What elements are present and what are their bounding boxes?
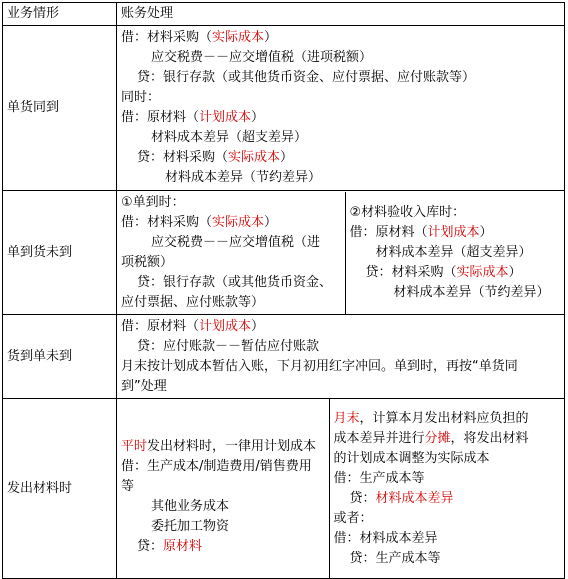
entry-line: 贷：生产成本等	[349, 550, 441, 566]
entry-line: 借：材料采购（实际成本）	[121, 30, 278, 45]
business-case-cell: 单到货未到	[3, 191, 117, 315]
business-case-cell: 货到单未到	[3, 315, 117, 399]
header-accounting-entry: 账务处理	[117, 3, 565, 26]
entry-cell	[117, 315, 565, 399]
entry-line: 借：原材料（计划成本）	[349, 224, 493, 240]
entry-line: 借：原材料（计划成本）	[121, 318, 265, 334]
entry-left	[117, 192, 345, 314]
entry-line: 借：生产成本/制造费用/销售费用	[121, 458, 312, 474]
entry-line: 月末按计划成本暂估入账，下月初用红字冲回。单到时，再按“单货同	[121, 358, 518, 374]
entry-line: 同时：	[121, 90, 161, 105]
entry-line: 贷：材料采购（实际成本）	[137, 150, 294, 165]
split-entry	[117, 399, 564, 578]
entry-line: 月末，计算本月发出材料应负担的	[333, 410, 529, 426]
entry-cell	[117, 191, 565, 315]
accounting-table	[2, 2, 565, 579]
entry-line: 贷：应付账款－－暂估应付账款	[137, 338, 320, 354]
entry-line: 等	[121, 478, 135, 494]
entry-line: 贷：材料采购（实际成本）	[365, 264, 522, 280]
entry-line: 应交税费－－应交增值税（进	[151, 234, 321, 250]
entry-line: 项税额）	[121, 254, 174, 270]
business-case-cell: 发出材料时	[3, 399, 117, 579]
entry-line: 材料成本差异（超支差异）	[151, 130, 308, 145]
entry-line: 借：材料采购（实际成本）	[121, 214, 278, 230]
table-row	[3, 26, 565, 191]
entry-line: 平时发出材料时，一律用计划成本	[121, 438, 317, 454]
entry-line: ①单到时：	[121, 194, 185, 210]
entry-line: 贷：银行存款（或其他货币资金、	[137, 274, 333, 290]
entry-left	[117, 399, 329, 578]
entry-line: 贷：原材料	[137, 538, 203, 554]
entry-line: 应付票据、应付账款等）	[121, 294, 265, 310]
entry-line: 成本差异并进行分摊，将发出材料	[333, 430, 529, 446]
entry-right	[329, 399, 564, 578]
entry-cell	[117, 399, 565, 579]
header-business-case: 业务情形	[3, 3, 117, 26]
split-entry	[117, 192, 564, 314]
entry-line: 或者：	[333, 510, 373, 526]
entry-line: 借：材料成本差异	[333, 530, 438, 546]
business-case-cell: 单货同到	[3, 26, 117, 191]
entry-line: 应交税费－－应交增值税（进项税额）	[151, 50, 373, 65]
entry-line: 材料成本差异（超支差异）	[375, 244, 532, 260]
entry-cell	[117, 26, 565, 191]
entry-line: 借：原材料（计划成本）	[121, 110, 265, 125]
table-row	[3, 315, 565, 399]
table-row	[3, 399, 565, 579]
table-row	[3, 191, 565, 315]
entry-line: 其他业务成本	[151, 498, 230, 514]
entry-line: 委托加工物资	[151, 518, 230, 534]
entry-line: 贷：银行存款（或其他货币资金、应付票据、应付账款等）	[137, 70, 476, 85]
entry-line: 贷：材料成本差异	[349, 490, 454, 506]
entry-line: 借：生产成本等	[333, 470, 425, 486]
entry-line: 到”处理	[121, 378, 167, 394]
entry-right	[345, 192, 564, 314]
entry-line: ②材料验收入库时：	[349, 204, 466, 220]
entry-line: 的计划成本调整为实际成本	[333, 450, 490, 466]
entry-line: 材料成本差异（节约差异）	[393, 284, 550, 300]
entry-line: 材料成本差异（节约差异）	[165, 170, 322, 185]
table-header-row	[3, 3, 565, 26]
